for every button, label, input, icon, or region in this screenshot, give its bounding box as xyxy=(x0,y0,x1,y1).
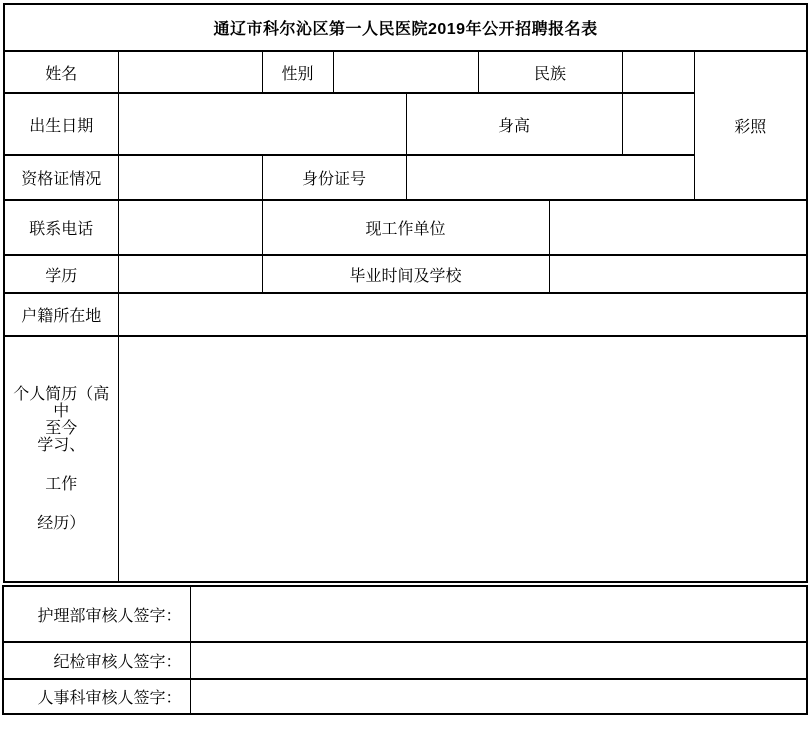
household-location-label: 户籍所在地 xyxy=(4,293,118,336)
personnel-section-reviewer-signature-cell[interactable] xyxy=(190,679,807,714)
application-form-table xyxy=(3,3,808,583)
resume-label-lines xyxy=(5,386,118,532)
id-number-label: 身份证号 xyxy=(262,155,406,200)
resume-label-line: 工作 xyxy=(45,476,78,493)
discipline-inspection-reviewer-label: 纪检审核人签字： xyxy=(3,642,190,679)
resume-label-line: 经历） xyxy=(37,515,86,532)
gender-label: 性别 xyxy=(262,51,333,93)
birth-date-label: 出生日期 xyxy=(4,93,118,155)
household-location-value-cell[interactable] xyxy=(118,293,807,336)
graduation-time-school-value-cell[interactable] xyxy=(549,255,807,293)
form-title: 通辽市科尔沁区第一人民医院2019年公开招聘报名表 xyxy=(4,4,807,51)
height-value-cell[interactable] xyxy=(622,93,694,155)
gender-value-cell[interactable] xyxy=(333,51,478,93)
resume-label-line: 个人简历（高 xyxy=(13,386,110,403)
name-value-cell[interactable] xyxy=(118,51,262,93)
resume-label xyxy=(4,336,118,582)
ethnicity-label: 民族 xyxy=(478,51,622,93)
id-number-value-cell[interactable] xyxy=(406,155,694,200)
ethnicity-value-cell[interactable] xyxy=(622,51,694,93)
qualification-cert-label: 资格证情况 xyxy=(4,155,118,200)
name-label: 姓名 xyxy=(4,51,118,93)
resume-label-line xyxy=(5,454,118,476)
discipline-inspection-reviewer-signature-cell[interactable] xyxy=(190,642,807,679)
resume-label-line: 中 xyxy=(53,403,70,420)
photo-cell[interactable]: 彩照 xyxy=(694,51,807,200)
resume-label-line: 学习、 xyxy=(37,437,86,454)
phone-label: 联系电话 xyxy=(4,200,118,255)
phone-value-cell[interactable] xyxy=(118,200,262,255)
current-work-unit-label: 现工作单位 xyxy=(262,200,549,255)
education-value-cell[interactable] xyxy=(118,255,262,293)
nursing-dept-reviewer-label: 护理部审核人签字： xyxy=(3,586,190,642)
education-label: 学历 xyxy=(4,255,118,293)
signature-table xyxy=(2,585,808,715)
graduation-time-school-label: 毕业时间及学校 xyxy=(262,255,549,293)
resume-label-line: 至今 xyxy=(45,420,78,437)
nursing-dept-reviewer-signature-cell[interactable] xyxy=(190,586,807,642)
resume-label-line xyxy=(5,493,118,515)
height-label: 身高 xyxy=(406,93,622,155)
qualification-cert-value-cell[interactable] xyxy=(118,155,262,200)
personnel-section-reviewer-label: 人事科审核人签字： xyxy=(3,679,190,714)
resume-value-cell[interactable] xyxy=(118,336,807,582)
current-work-unit-value-cell[interactable] xyxy=(549,200,807,255)
birth-date-value-cell[interactable] xyxy=(118,93,406,155)
